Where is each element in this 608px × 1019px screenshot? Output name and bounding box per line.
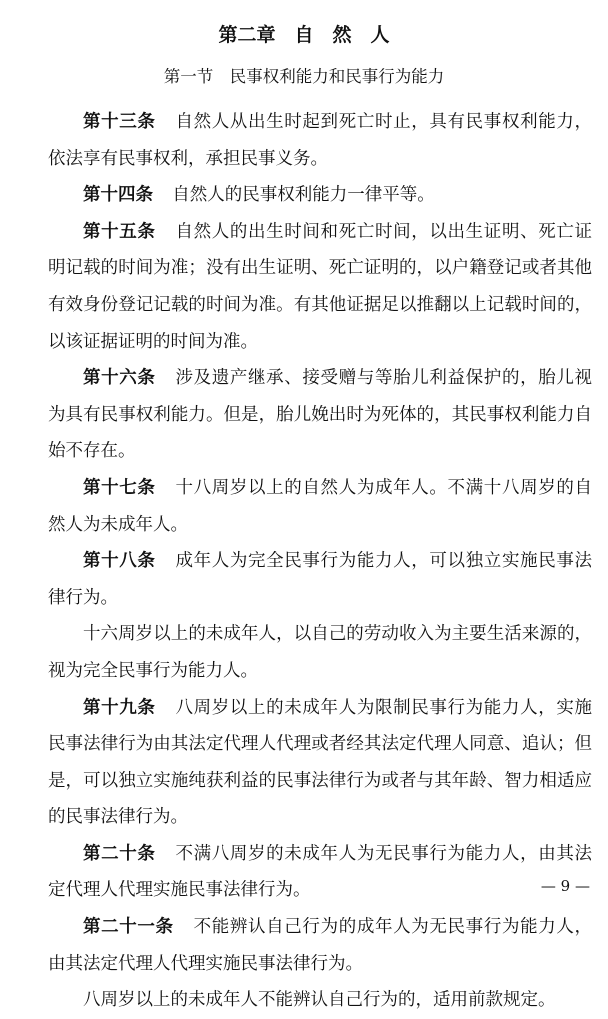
article-paragraph <box>48 360 592 470</box>
article-number: 第十八条 <box>83 551 156 572</box>
article-paragraph <box>48 543 592 616</box>
article-text: 自然人的民事权利能力一律平等。 <box>172 185 435 206</box>
article-text: 不能辨认自己行为的成年人为无民事行为能力人，由其法定代理人代理实施民事法律行为。 <box>48 917 593 974</box>
article-paragraph <box>48 177 592 214</box>
continuation-paragraph <box>48 982 592 1019</box>
article-number: 第十四条 <box>83 185 153 206</box>
article-number: 第十五条 <box>83 221 156 242</box>
article-text: 成年人为完全民事行为能力人，可以独立实施民事法律行为。 <box>48 551 593 608</box>
article-number: 第十七条 <box>83 477 156 498</box>
article-number: 第十六条 <box>83 368 156 389</box>
article-paragraph <box>48 104 592 177</box>
page-number: — 9 — <box>540 877 590 895</box>
article-paragraph <box>48 909 592 982</box>
document-body <box>48 104 592 1019</box>
paragraph-text: 十六周岁以上的未成年人，以自己的劳动收入为主要生活来源的，视为完全民事行为能力人。 <box>48 624 592 681</box>
paragraph-text: 八周岁以上的未成年人不能辨认自己行为的，适用前款规定。 <box>83 990 556 1011</box>
article-text: 涉及遗产继承、接受赠与等胎儿利益保护的，胎儿视为具有民事权利能力。但是，胎儿娩出时为死体的，其民事权利能力自始不存在。 <box>48 368 593 462</box>
section-title: 第一节 民事权利能力和民事行为能力 <box>163 67 445 86</box>
article-number: 第二十条 <box>83 843 156 864</box>
article-number: 第二十一条 <box>83 917 174 938</box>
article-text: 十八周岁以上的自然人为成年人。不满十八周岁的自然人为未成年人。 <box>48 477 593 535</box>
article-text: 八周岁以上的未成年人为限制民事行为能力人，实施民事法律行为由其法定代理人代理或者经其法定代理人同意、追认；但是，可以独立实施纯获利益的民事法律行为或者与其年龄、智力相适应的民事法律行为。 <box>48 697 593 828</box>
article-paragraph <box>48 470 592 543</box>
article-number: 第十九条 <box>83 697 156 718</box>
article-text: 不满八周岁的未成年人为无民事行为能力人，由其法定代理人代理实施民事法律行为。 <box>48 843 593 901</box>
article-text: 自然人的出生时间和死亡时间，以出生证明、死亡证明记载的时间为准；没有出生证明、死亡证明的，以户籍登记或者其他有效身份登记记载的时间为准。有其他证据足以推翻以上记载时间的，以该证据证明的时间为准。 <box>48 221 593 352</box>
article-text: 自然人从出生时起到死亡时止，具有民事权利能力，依法享有民事权利，承担民事义务。 <box>48 112 593 169</box>
article-number: 第十三条 <box>83 112 156 132</box>
chapter-title: 第二章 自 然 人 <box>218 24 390 46</box>
continuation-paragraph <box>48 616 592 689</box>
article-paragraph <box>48 214 592 360</box>
article-paragraph <box>48 836 592 909</box>
article-paragraph <box>48 690 592 836</box>
